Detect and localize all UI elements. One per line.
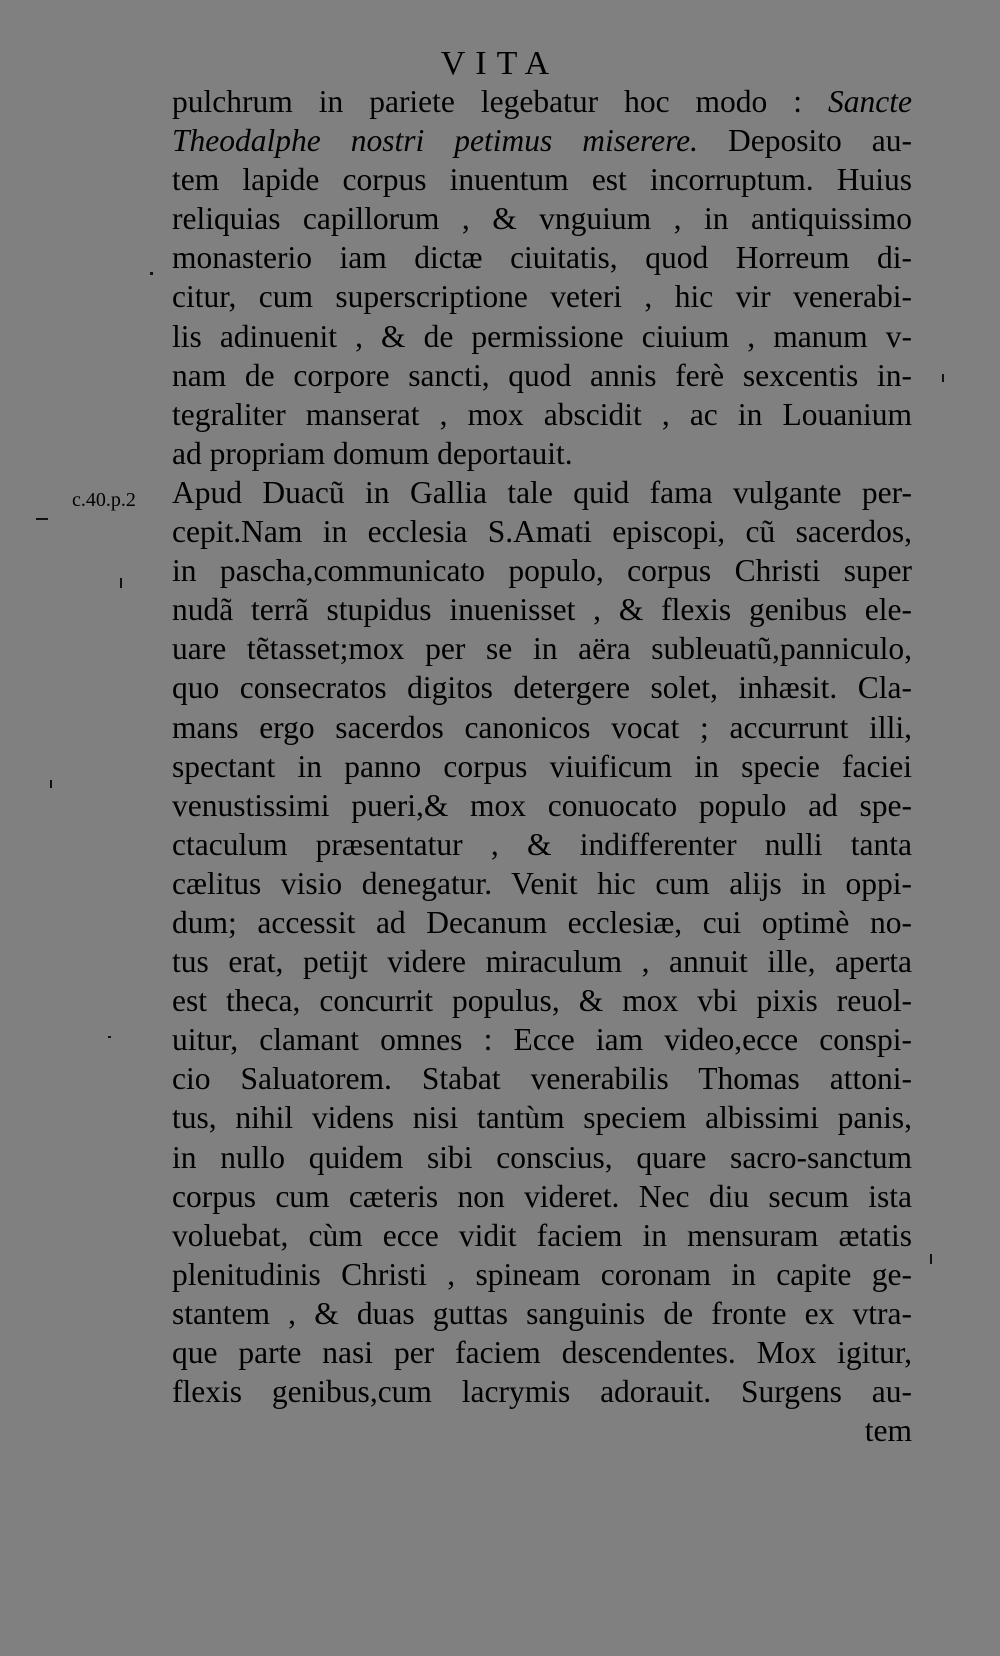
scan-speck [930,1254,932,1264]
text-line: tegraliter manserat , mox abscidit , ac in Louanium [172,396,912,432]
text-line [172,82,912,121]
text-line: nudã terrã stupidus inuenisset , & flexis genibus ele- [172,592,912,628]
text-line: spectant in panno corpus viuificum in specie faciei [172,748,912,784]
text-line: tus erat, petijt videre miraculum , annuit ille, aperta [172,944,912,980]
text-line: in pascha,communicato populo, corpus Christi super [172,553,912,589]
text-segment: pulchrum in pariete legebatur hoc modo : [172,84,829,119]
text-line: ctaculum præsentatur , & indifferenter nulli tanta [172,826,912,862]
text-line: quo consecratos digitos detergere solet, inhæsit. Cla- [172,670,912,706]
text-line: ad propriam domum deportauit. [172,435,573,471]
text-line: venustissimi pueri,& mox conuocato populo ad spe- [172,787,912,823]
body-text [172,82,912,1450]
text-line: mans ergo sacerdos canonicos vocat ; accurrunt illi, [172,709,912,745]
text-line: que parte nasi per faciem descendentes. Mox igitur, [172,1335,912,1370]
text-line: uitur, clamant omnes : Ecce iam video,ecce conspi- [172,1022,912,1058]
text-line: monasterio iam dictæ ciuitatis, quod Horreum di- [172,240,912,276]
text-line: cio Saluatorem. Stabat venerabilis Thomas attoni- [172,1061,912,1097]
text-line: Apud Duacũ in Gallia tale quid fama vulgante per- [172,474,912,510]
text-line: voluebat, cùm ecce vidit faciem in mensuram ætatis [172,1217,912,1253]
text-line [172,121,912,160]
text-line: dum; accessit ad Decanum ecclesiæ, cui optimè no- [172,904,912,940]
text-line: in nullo quidem sibi conscius, quare sacro-sanctum [172,1139,912,1175]
text-line: est theca, concurrit populus, & mox vbi pixis reuol- [172,983,912,1019]
italic-text: Sancte [828,84,912,119]
scan-speck [108,1036,111,1038]
catchword: tem [864,1413,912,1449]
scan-speck [36,518,48,520]
text-line: plenitudinis Christi , spineam coronam in capite ge- [172,1256,912,1292]
scan-speck [150,272,153,275]
text-line: uare tẽtasset;mox per se in aëra subleuatũ,panniculo, [172,631,912,667]
text-line: tem lapide corpus inuentum est incorruptum. Huius [172,162,912,198]
running-title: VITA [440,45,560,82]
text-line: citur, cum superscriptione veteri , hic vir venerabi- [172,279,912,315]
text-line: reliquias capillorum , & vnguium , in antiquissimo [172,201,912,237]
text-line: tus, nihil videns nisi tantùm speciem albissimi panis, [172,1100,912,1136]
text-line: corpus cum cæteris non videret. Nec diu secum ista [172,1178,912,1214]
scan-speck [50,780,52,788]
text-line: cælitus visio denegatur. Venit hic cum alijs in oppi- [172,865,912,901]
italic-text: Theodalphe nostri petimus miserere. [172,123,699,159]
text-line: cepit.Nam in ecclesia S.Amati episcopi, cũ sacerdos, [172,514,912,550]
text-line: lis adinuenit , & de permissione ciuium , manum v- [172,318,912,354]
text-line: nam de corpore sancti, quod annis ferè sexcentis in- [172,357,912,393]
text-line: stantem , & duas guttas sanguinis de fronte ex vtra- [172,1295,912,1331]
text-line: flexis genibus,cum lacrymis adorauit. Surgens au- [172,1374,912,1410]
scan-speck [942,374,944,382]
scan-speck [120,578,122,588]
text-segment: Deposito au- [698,123,912,159]
margin-note: c.40.p.2 [72,489,136,511]
